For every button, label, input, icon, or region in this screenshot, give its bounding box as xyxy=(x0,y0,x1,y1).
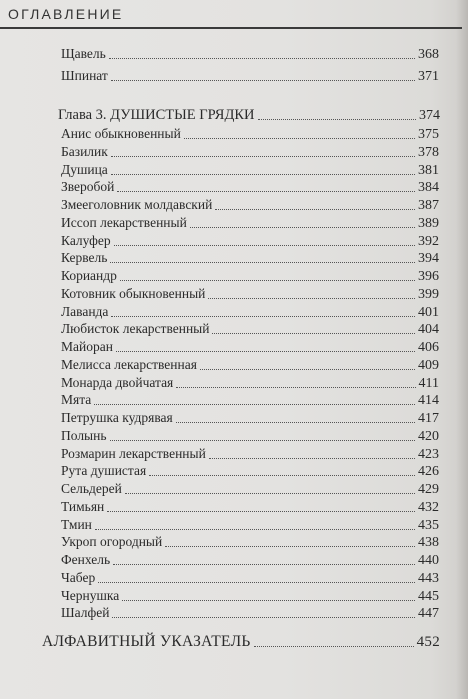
toc-entry-title: Змееголовник молдавский xyxy=(61,197,213,212)
toc-appendix-entry xyxy=(42,632,440,652)
toc-leader-dots xyxy=(110,440,415,441)
toc-leader-dots xyxy=(98,582,415,583)
toc-entry-page: 392 xyxy=(418,233,439,249)
toc-entry-page: 384 xyxy=(418,180,439,196)
running-header: ОГЛАВЛЕНИЕ xyxy=(8,6,124,22)
appendix-page: 452 xyxy=(416,634,440,650)
toc-leader-dots xyxy=(176,422,415,423)
toc-entry-page: 394 xyxy=(418,251,439,267)
toc-entry-title: Иссоп лекарственный xyxy=(61,214,187,230)
toc-leader-dots xyxy=(111,80,415,81)
toc-entry-page: 381 xyxy=(418,162,439,178)
toc-entry-title: Монарда двойчатая xyxy=(61,374,174,390)
toc-entry-page: 387 xyxy=(418,198,439,213)
toc-entry-title: Котовник обыкновенный xyxy=(61,285,206,301)
toc-leader-dots xyxy=(112,617,415,618)
toc-entry-page: 414 xyxy=(418,393,439,409)
toc-entry xyxy=(61,603,439,623)
toc-entry-page: 447 xyxy=(418,606,439,622)
header-rule xyxy=(0,27,462,29)
toc-leader-dots xyxy=(254,646,414,647)
toc-entry-title: Мята xyxy=(61,392,92,408)
toc-leader-dots xyxy=(208,298,415,299)
toc-entry-page: 375 xyxy=(418,127,439,142)
toc-leader-dots xyxy=(122,600,415,601)
toc-leader-dots xyxy=(94,404,415,405)
toc-leader-dots xyxy=(110,262,415,263)
toc-entry-title: Рута душистая xyxy=(61,463,147,479)
toc-leader-dots xyxy=(200,369,415,370)
toc-entry-title: Полынь xyxy=(61,427,107,443)
toc-entry xyxy=(61,44,439,64)
toc-leader-dots xyxy=(149,475,415,476)
toc-entry-title: Фенхель xyxy=(61,552,111,567)
toc-leader-dots xyxy=(107,511,415,512)
toc-entry-page: 406 xyxy=(418,340,439,355)
toc-leader-dots xyxy=(111,316,415,317)
toc-chapter-heading xyxy=(58,105,440,125)
toc-entry-page: 440 xyxy=(418,553,439,568)
toc-entry-page: 429 xyxy=(418,482,439,497)
toc-entry-title: Кервель xyxy=(61,250,108,266)
toc-entry-page: 417 xyxy=(418,411,439,426)
toc-entry-page: 396 xyxy=(418,269,439,284)
toc-leader-dots xyxy=(111,174,415,175)
toc-entry-page: 438 xyxy=(418,535,439,551)
toc-entry-title: Чабер xyxy=(61,569,96,585)
toc-entry-title: Анис обыкновенный xyxy=(61,126,181,141)
toc-leader-dots xyxy=(114,245,415,246)
toc-entry-title: Тимьян xyxy=(61,498,105,514)
toc-entry-title: Шалфей xyxy=(61,605,110,621)
toc-entry-page: 371 xyxy=(418,69,439,84)
toc-leader-dots xyxy=(111,156,415,157)
toc-entry xyxy=(61,66,439,86)
toc-entry-title: Майоран xyxy=(61,339,113,354)
toc-entry-title: Зверобой xyxy=(61,179,115,195)
toc-entry-page: 404 xyxy=(418,322,439,338)
toc-entry-page: 443 xyxy=(418,570,439,586)
toc-entry-page: 420 xyxy=(418,428,439,444)
toc-leader-dots xyxy=(95,529,415,530)
toc-leader-dots xyxy=(184,138,415,139)
toc-entry-page: 409 xyxy=(418,357,439,373)
toc-entry-title: Щавель xyxy=(61,46,106,61)
toc-entry-page: 423 xyxy=(418,446,439,462)
toc-leader-dots xyxy=(117,191,415,192)
toc-entry-page: 432 xyxy=(418,499,439,515)
toc-entry-title: Лаванда xyxy=(61,303,109,319)
toc-leader-dots xyxy=(116,351,415,352)
toc-entry-title: Любисток лекарственный xyxy=(61,321,210,337)
toc-leader-dots xyxy=(125,493,415,494)
toc-leader-dots xyxy=(113,564,415,565)
toc-entry-title: Тмин xyxy=(61,516,92,532)
toc-entry-page: 401 xyxy=(418,304,439,320)
toc-entry-page: 378 xyxy=(418,144,439,160)
toc-entry-title: Душица xyxy=(61,161,108,177)
toc-leader-dots xyxy=(215,209,415,210)
toc-entry-title: Укроп огородный xyxy=(61,534,163,550)
toc-entry-title: Калуфер xyxy=(61,232,111,248)
toc-entry-title: Кориандр xyxy=(61,268,117,283)
toc-entry-page: 411 xyxy=(418,375,439,391)
toc-entry-title: Базилик xyxy=(61,143,108,159)
toc-leader-dots xyxy=(212,333,415,334)
toc-leader-dots xyxy=(209,458,415,459)
toc-leader-dots xyxy=(120,280,415,281)
toc-entry-title: Сельдерей xyxy=(61,481,122,496)
page-edge-shadow xyxy=(456,0,468,699)
toc-entry-title: Мелисса лекарственная xyxy=(61,356,197,372)
toc-leader-dots xyxy=(176,387,415,388)
toc-entry-page: 399 xyxy=(418,286,439,302)
toc-entry-title: Петрушка кудрявая xyxy=(61,410,173,425)
toc-entry-title: Чернушка xyxy=(61,587,120,603)
chapter-page: 374 xyxy=(419,108,440,123)
toc-entry-page: 368 xyxy=(418,47,439,62)
toc-leader-dots xyxy=(109,58,415,59)
toc-entry-page: 389 xyxy=(418,215,439,231)
toc-leader-dots xyxy=(190,227,415,228)
chapter-title: Глава 3. ДУШИСТЫЕ ГРЯДКИ xyxy=(58,107,255,123)
toc-entry-page: 435 xyxy=(418,517,439,533)
toc-entry-page: 426 xyxy=(418,464,439,480)
toc-leader-dots xyxy=(258,119,416,120)
toc-entry-page: 445 xyxy=(418,588,439,604)
toc-entry-title: Шпинат xyxy=(61,68,108,83)
toc-entry-title: Розмарин лекарственный xyxy=(61,445,206,461)
toc-leader-dots xyxy=(165,546,415,547)
appendix-title: АЛФАВИТНЫЙ УКАЗАТЕЛЬ xyxy=(42,633,251,650)
